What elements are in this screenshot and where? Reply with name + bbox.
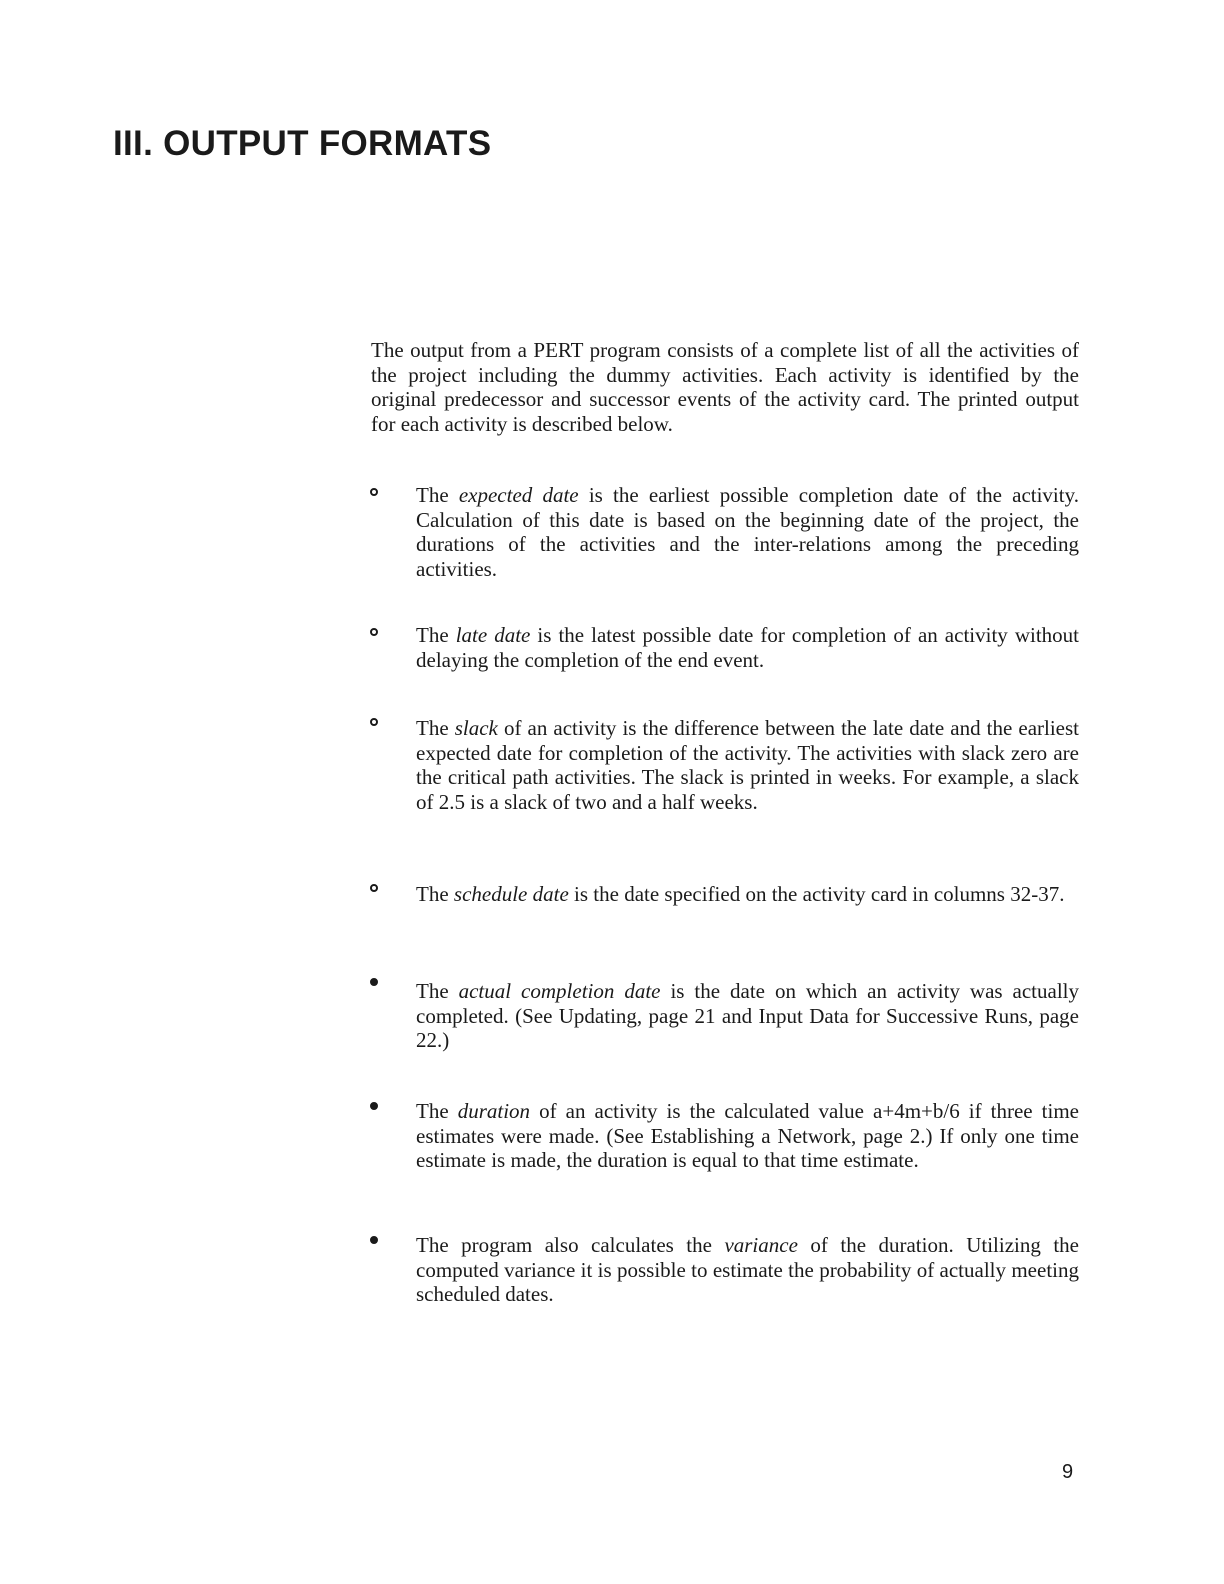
item-lead-text: The [416, 882, 454, 906]
section-heading: III. OUTPUT FORMATS [113, 124, 492, 163]
bullet-icon [370, 488, 378, 496]
list-item-schedule-date [416, 882, 1079, 907]
list-item-late-date [416, 623, 1079, 672]
item-term: schedule date [453, 882, 569, 906]
item-term: duration [457, 1099, 531, 1123]
page-number: 9 [1062, 1461, 1074, 1483]
item-text: is the date on which an activity was actually completed. (See Updating, page 21 and Input Data for Successive Runs, page 22.) [416, 979, 1079, 1052]
item-term: late date [455, 623, 531, 647]
item-lead-text: The [416, 979, 459, 1003]
item-lead-text: The [416, 716, 455, 740]
bullet-icon [370, 884, 378, 892]
bullet-icon [370, 978, 378, 986]
item-text: of an activity is the difference between the late date and the earliest expected date for completion of the activity. The activities with slack zero are the critical path activities. The slack is printed in weeks. For example, a slack of 2.5 is a slack of two and a half weeks. [416, 716, 1080, 814]
item-lead-text: The [416, 1099, 458, 1123]
bullet-icon [370, 718, 378, 726]
bullet-icon [370, 628, 378, 636]
intro-paragraph: The output from a PERT program consists of a complete list of all the activities of the project including the dummy activities. Each activity is identified by the original predecessor and successor events of the activity card. The printed output for each activity is described below. [371, 338, 1079, 436]
item-text: of an activity is the calculated value a+4m+b/6 if three time estimates were made. (See Establishing a Network, page 2.) If only one time estimate is made, the duration is equal to that time estimate. [416, 1099, 1079, 1172]
item-text: is the latest possible date for completion of an activity without delaying the completion of the end event. [416, 623, 1079, 672]
list-item-duration [416, 1099, 1079, 1173]
item-term: slack [454, 716, 498, 740]
bullet-icon [370, 1236, 378, 1244]
item-text: of the duration. Utilizing the computed variance it is possible to estimate the probability of actually meeting scheduled dates. [416, 1233, 1079, 1306]
item-term: expected date [458, 483, 579, 507]
item-text: is the date specified on the activity card in columns 32-37. [568, 882, 1065, 906]
item-term: variance [724, 1233, 798, 1257]
list-item-variance [416, 1233, 1079, 1307]
item-term: actual completion date [458, 979, 661, 1003]
list-item-slack [416, 716, 1079, 814]
item-lead-text: The program also calculates the [416, 1233, 725, 1257]
list-item-expected-date [416, 483, 1079, 581]
item-lead-text: The [416, 483, 459, 507]
list-item-actual-completion-date [416, 979, 1079, 1053]
item-lead-text: The [416, 623, 456, 647]
item-text: is the earliest possible completion date of the activity. Calculation of this date is based on the beginning date of the project, the durations of the activities and the inter-relations among the preceding activities. [416, 483, 1079, 581]
bullet-icon [370, 1102, 378, 1110]
